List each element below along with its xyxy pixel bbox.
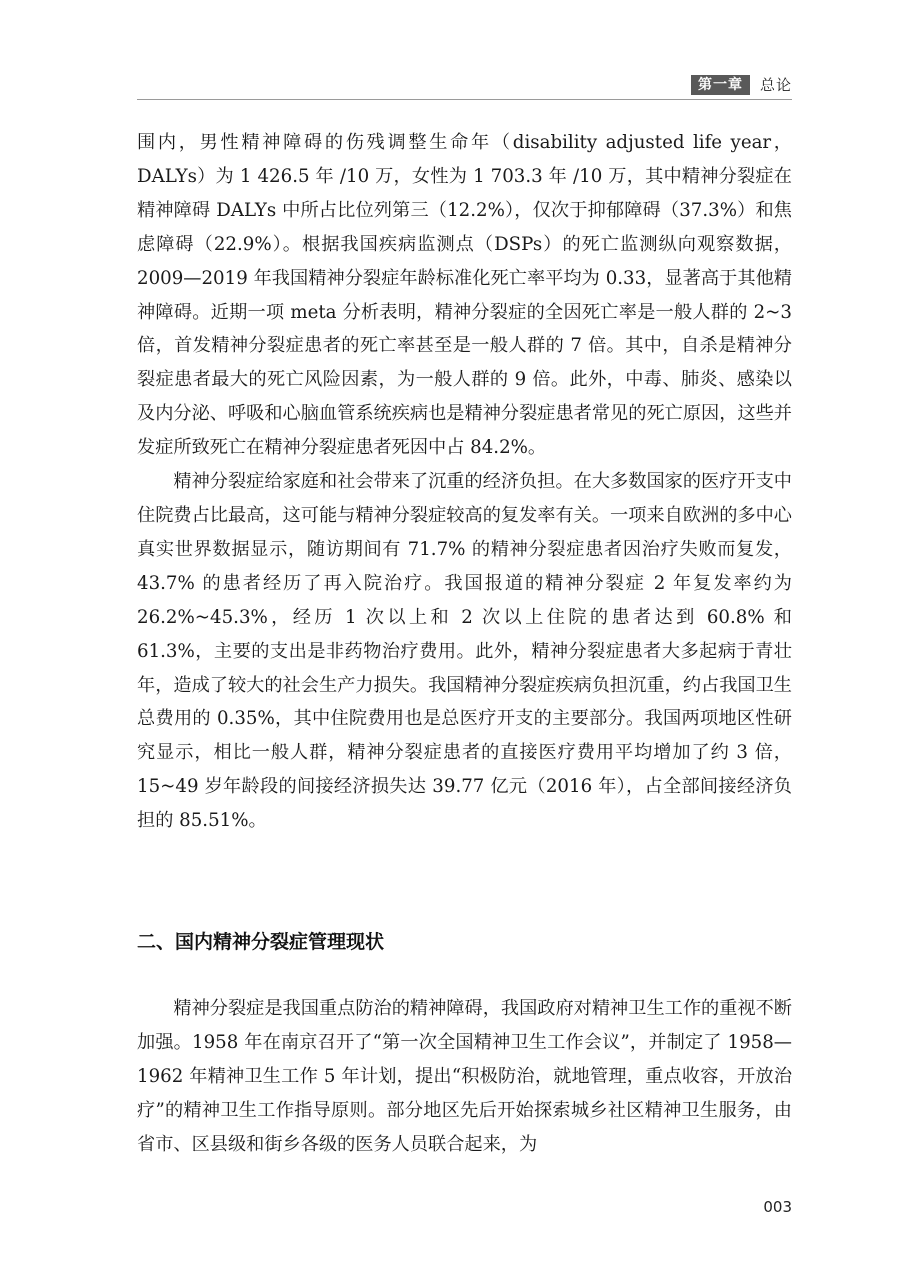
- paragraph-continued: 围内，男性精神障碍的伤残调整生命年（disability adjusted life year，DALYs）为 1 426.5 年 /10 万，女性为 1 703.3 年 /10 万，其中精神分裂症在精神障碍 DALYs 中所占比位列第三（12.2%），仅次于抑郁障碍（37.3%）和焦虑障碍（22.9%）。根据我国疾病监测点（DSPs）的死亡监测纵向观察数据，2009—2019 年我国精神分裂症年龄标准化死亡率平均为 0.33，显著高于其他精神障碍。近期一项 meta 分析表明，精神分裂症的全因死亡率是一般人群的 2~3 倍，首发精神分裂症患者的死亡率甚至是一般人群的 7 倍。其中，自杀是精神分裂症患者最大的死亡风险因素，为一般人群的 9 倍。此外，中毒、肺炎、感染以及内分泌、呼吸和心脑血管系统疾病也是精神分裂症患者常见的死亡原因，这些并发症所致死亡在精神分裂症患者死因中占 84.2%。: [137, 132, 792, 459]
- body-text-top: [137, 126, 792, 838]
- chapter-title: 总论: [759, 76, 792, 94]
- chapter-badge: 第一章: [691, 75, 750, 95]
- body-text-bottom: [137, 992, 792, 1162]
- running-header: [691, 74, 792, 95]
- header-rule: [137, 99, 792, 100]
- page-number: 003: [763, 1198, 792, 1216]
- paragraph-management-status: 精神分裂症是我国重点防治的精神障碍，我国政府对精神卫生工作的重视不断加强。1958 年在南京召开了“第一次全国精神卫生工作会议”，并制定了 1958—1962 年精神卫生工作 5 年计划，提出“积极防治，就地管理，重点收容，开放治疗”的精神卫生工作指导原则。部分地区先后开始探索城乡社区精神卫生服务，由省市、区县级和街乡各级的医务人员联合起来，为: [137, 998, 792, 1155]
- paragraph-economic-burden: 精神分裂症给家庭和社会带来了沉重的经济负担。在大多数国家的医疗开支中住院费占比最高，这可能与精神分裂症较高的复发率有关。一项来自欧洲的多中心真实世界数据显示，随访期间有 71.7% 的精神分裂症患者因治疗失败而复发，43.7% 的患者经历了再入院治疗。我国报道的精神分裂症 2 年复发率约为 26.2%~45.3%，经历 1 次以上和 2 次以上住院的患者达到 60.8% 和 61.3%，主要的支出是非药物治疗费用。此外，精神分裂症患者大多起病于青壮年，造成了较大的社会生产力损失。我国精神分裂症疾病负担沉重，约占我国卫生总费用的 0.35%，其中住院费用也是总医疗开支的主要部分。我国两项地区性研究显示，相比一般人群，精神分裂症患者的直接医疗费用平均增加了约 3 倍，15~49 岁年龄段的间接经济损失达 39.77 亿元（2016 年），占全部间接经济负担的 85.51%。: [137, 471, 792, 832]
- section-heading: 二、国内精神分裂症管理现状: [137, 931, 385, 953]
